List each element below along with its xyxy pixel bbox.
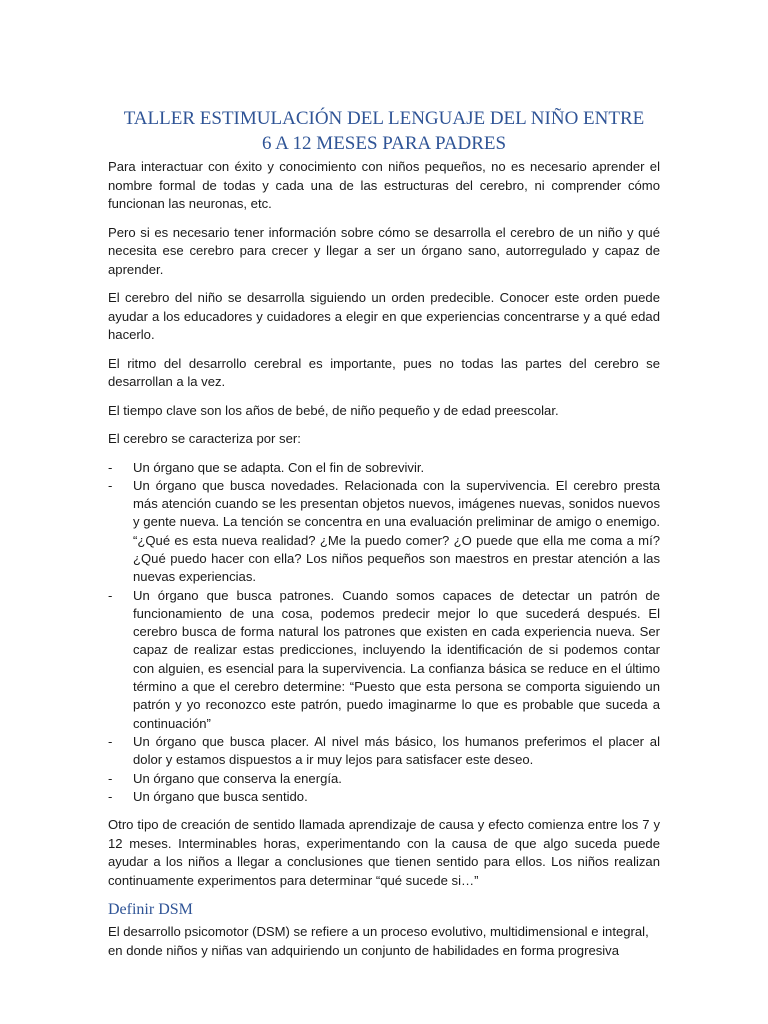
bullet-marker: - [108,587,113,603]
bullet-marker: - [108,770,113,786]
paragraph-1: Para interactuar con éxito y conocimiento con niños pequeños, no es necesario aprender el nombre formal de todas y cada una de las estructuras del cerebro, ni comprender cómo funcionan las neuronas, etc. [108,159,660,211]
paragraph-6: El cerebro se caracteriza por ser: [108,431,301,446]
paragraph-cause-effect: Otro tipo de creación de sentido llamada aprendizaje de causa y efecto comienza entre los 7 y 12 meses. Interminables horas, experimentando con la causa de que algo suceda puede ayudar a los niños a llegar a conclusiones que tienen sentido para ellos. Los niños realizan continuamente experimentos para determinar “qué sucede si…” [108,817,660,888]
paragraph-5: El tiempo clave son los años de bebé, de niño pequeño y de edad preescolar. [108,402,559,418]
brain-characteristics-list [108,459,660,807]
list-item [108,587,660,733]
paragraph-4: El ritmo del desarrollo cerebral es importante, pues no todas las partes del cerebro se desarrollan a la vez. [108,355,660,389]
list-item [108,477,660,587]
section-paragraph: El desarrollo psicomotor (DSM) se refiere a un proceso evolutivo, multidimensional e integral, en donde niños y niñas van adquiriendo un conjunto de habilidades en forma progresiva [108,924,649,958]
list-item [108,733,660,770]
title-line-2: 6 A 12 MESES PARA PADRES [261,133,507,154]
section-heading: Definir DSM [108,901,193,919]
list-item-text: Un órgano que se adapta. Con el fin de sobrevivir. [133,459,425,475]
list-item [108,770,660,788]
document-title [102,106,666,156]
list-item [108,788,660,806]
paragraph-3: El cerebro del niño se desarrolla siguiendo un orden predecible. Conocer este orden puede ayudar a los educadores y cuidadores a elegir en que experiencias concentrarse y a qué edad hacerlo. [108,290,660,342]
bullet-marker: - [108,733,113,749]
list-item-text: Un órgano que conserva la energía. [133,770,342,786]
list-item-text: Un órgano que busca patrones. Cuando somos capaces de detectar un patrón de funcionamiento de una cosa, podemos predecir mejor lo que sucederá después. El cerebro busca de forma natural los patrones que existen en cada experiencia nueva. Ser capaz de realizar estas predicciones, incluyendo la identificación de si podemos contar con alguien, es esencial para la supervivencia. La confianza básica se reduce en el último término a que el cerebro determine: “Puesto que esta persona se comporta siguiendo un patrón y yo reconozco este patrón, puedo imaginarme lo que es probable que suceda a continuación” [133,587,660,731]
list-item-text: Un órgano que busca sentido. [133,788,308,804]
list-item-text: Un órgano que busca novedades. Relacionada con la supervivencia. El cerebro presta más atención cuando se les presentan objetos nuevos, imágenes nuevas, sonidos nuevos y gente nueva. La tención se concentra en una evaluación preliminar de amigo o enemigo. “¿Qué es esta nueva realidad? ¿Me la puedo comer? ¿O puede que ella me coma a mí? ¿Qué puedo hacer con ella? Los niños pequeños son maestros en prestar atención a las nuevas experiencias. [133,477,660,585]
bullet-marker: - [108,788,113,804]
title-line-1: TALLER ESTIMULACIÓN DEL LENGUAJE DEL NIÑO ENTRE [123,108,645,129]
list-item-text: Un órgano que busca placer. Al nivel más básico, los humanos preferimos el placer al dolor y estamos dispuestos a ir muy lejos para satisfacer este deseo. [133,733,660,768]
list-item [108,459,660,477]
bullet-marker: - [108,477,113,493]
bullet-marker: - [108,459,113,475]
paragraph-2: Pero si es necesario tener información sobre cómo se desarrolla el cerebro de un niño y qué necesita ese cerebro para crecer y llegar a ser un órgano sano, autorregulado y capaz de aprender. [108,224,660,277]
